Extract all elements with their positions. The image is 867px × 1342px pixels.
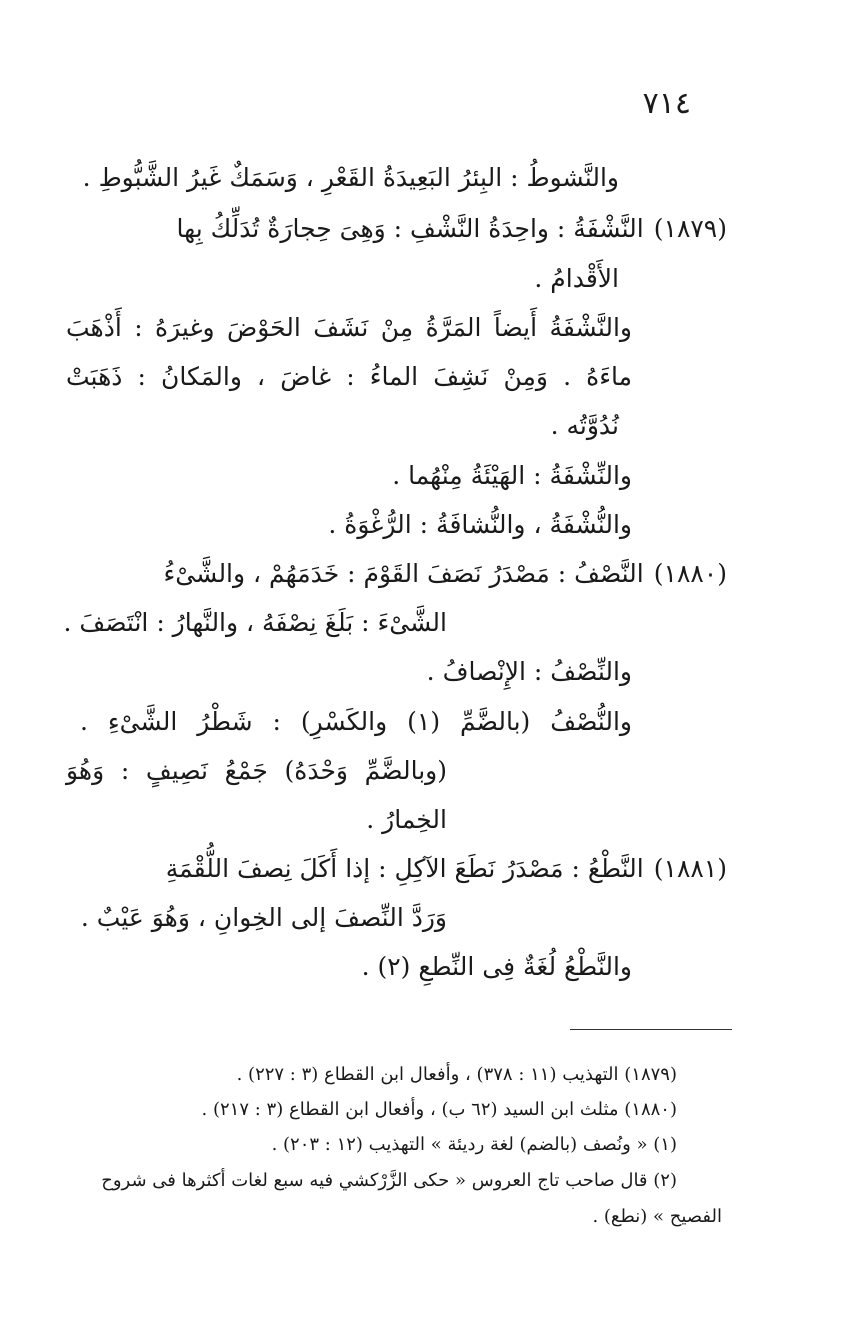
entry-line: الخِمارُ . bbox=[366, 805, 447, 834]
entry-line: والنُّشْفَةُ ، والنُّشافَةُ : الرُّغْوَةُ . bbox=[328, 510, 632, 539]
entry-line: والنِّصْفُ : الإِنْصافُ . bbox=[426, 657, 632, 686]
footnote-1880: (١٨٨٠) مثلث ابن السيد (٦٢ ب) ، وأفعال ابن القطاع (٣ : ٢١٧) . bbox=[201, 1099, 677, 1120]
footnote-1: (١) « ونُصف (بالضم) لغة رديئة » التهذيب (١٢ : ٢٠٣) . bbox=[271, 1134, 677, 1155]
entry-line: والنَّشوطُ : البِئرُ البَعِيدَةُ القَعْرِ ، وَسَمَكٌ غَيرُ الشَّبُّوطِ . bbox=[82, 163, 619, 192]
footnote-2: (٢) قال صاحب تاج العروس « حكى الزَّرْكشي فيه سبع لغات أكثرها فى شروح bbox=[101, 1170, 677, 1191]
entry-line: والنِّشْفَةُ : الهَيْئَةُ مِنْهُما . bbox=[392, 461, 632, 490]
entry-line: ماءَهُ . وَمِنْ نَشِفَ الماءُ : غاضَ ، والمَكانُ : ذَهَبَتْ bbox=[66, 362, 632, 391]
entry-line: (وبالضَّمِّ وَحْدَهُ) جَمْعُ نَصِيفٍ : وَهُوَ bbox=[66, 756, 447, 785]
entry-1881-header bbox=[66, 847, 727, 891]
entry-line: وَرَدَّ النِّصفَ إلى الخِوانِ ، وَهُوَ عَيْبٌ . bbox=[80, 903, 447, 932]
entry-number: (١٨٨٠) bbox=[653, 559, 727, 588]
entry-text: النَّصْفُ : مَصْدَرُ نَصَفَ القَوْمَ : خَدَمَهُمْ ، والشَّىْءُ bbox=[163, 559, 644, 588]
entry-number: (١٨٧٩) bbox=[653, 214, 727, 243]
footnote-2-continued: الفصيح » (نطع) . bbox=[592, 1206, 722, 1227]
entry-number: (١٨٨١) bbox=[653, 854, 727, 883]
entry-1880-header bbox=[66, 552, 727, 596]
entry-1879-header bbox=[66, 207, 727, 251]
entry-line: والنُّصْفُ (بالضَّمِّ (١) والكَسْرِ) : شَطْرُ الشَّىْءِ . bbox=[80, 707, 632, 736]
entry-line: نُدُوَّتُه . bbox=[550, 411, 619, 440]
entry-line: والنَّشْفَةُ أَيضاً المَرَّةُ مِنْ نَشَفَ الحَوْضَ وغيرَهُ : أَذْهَبَ bbox=[66, 313, 632, 342]
entry-line: الأَقْدامُ . bbox=[534, 264, 619, 293]
footnote-divider bbox=[570, 1029, 732, 1030]
footnote-1879: (١٨٧٩) التهذيب (١١ : ٣٧٨) ، وأفعال ابن القطاع (٣ : ٢٢٧) . bbox=[236, 1064, 677, 1085]
entry-text: النَّشْفَةُ : واحِدَةُ النَّشْفِ : وَهِىَ حِجارَةٌ تُدَلِّكُ بِها bbox=[176, 214, 644, 243]
entry-text: النَّطْعُ : مَصْدَرُ نَطَعَ الآكِلِ : إذا أَكَلَ نِصفَ اللُّقْمَةِ bbox=[165, 854, 644, 883]
page-number: ٧١٤ bbox=[642, 86, 691, 121]
entry-line: الشَّىْءَ : بَلَغَ نِصْفَهُ ، والنَّهارُ : انْتَصَفَ . bbox=[63, 608, 447, 637]
entry-line: والنَّطْعُ لُغَةٌ فِى النِّطعِ (٢) . bbox=[361, 952, 632, 981]
